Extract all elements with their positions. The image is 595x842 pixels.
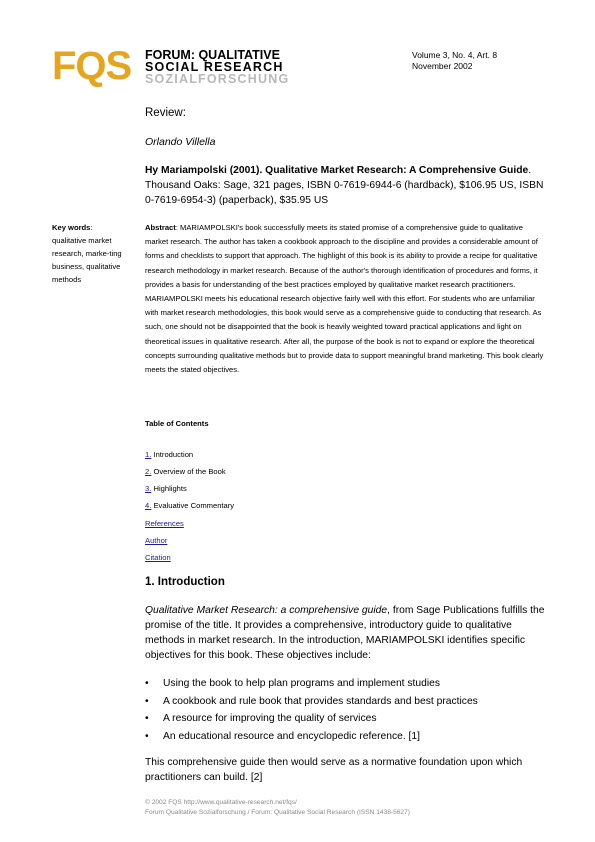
toc-item-number[interactable]: 1. [145,450,152,459]
section-heading: 1. Introduction [145,576,225,588]
toc-link-references[interactable] [145,518,184,529]
page-footer [145,798,410,818]
issue-info [412,50,497,72]
journal-title-line1: FORUM: QUALITATIVE [145,48,280,62]
toc-item-label: Highlights [153,484,187,493]
toc-link-author[interactable] [145,535,167,546]
abstract [145,221,545,377]
toc-item-introduction[interactable] [145,449,193,460]
book-reference-details: . Thousand Oaks: Sage, 321 pages, ISBN 0-7619-6944-6 (hardback), $106.95 US, ISBN 0-7619-6954-3) (paperback), $35.95 US [145,165,544,206]
abstract-label: Abstract [145,223,176,232]
bullet-icon: • [145,713,149,724]
intro-paragraph [145,603,545,663]
keywords-label: Key words [52,223,91,232]
toc-link-citation[interactable] [145,552,171,563]
list-item-text: Using the book to help plan programs and implement studies [163,678,441,689]
toc-item-commentary[interactable] [145,500,234,511]
toc-item-overview[interactable] [145,466,226,477]
abstract-text: : MARIAMPOLSKI's book successfully meets its stated promise of a comprehensive guide to qualitative market research. The author has taken a cookbook approach to the discipline and provides a considerable amount of forms and checklists to support that approach. The highlight of this book is its ability to provide a recipe for qualitative research methodology in market research. Because of the author's thorough identification of procedures and forms, it provides a basis for understanding of the best practices employed by qualitative market research practitioners. MARIAMPOLSKI meets his educational research objective fairly well with this effort. For students who are unfamiliar with market research methodologies, this book would serve as a comprehensive guide to conducting that research. As such, one should not be disappointed that the book is heavily weighted toward practical applications and light on theoretical issues in qualitative research. After all, the purpose of the book is not to expand or explore the theoretical concepts surrounding qualitative methods but to provide data to support meaningful brand marketing. This book clearly meets the stated objectives. [145,223,544,375]
toc-item-number[interactable]: 4. [145,501,152,510]
bullet-icon: • [145,731,149,742]
footer-journal: Forum Qualitative Sozialforschung / Forum: Qualitative Social Research (ISSN 1438-5627) [145,809,410,816]
toc-item-highlights[interactable] [145,483,187,494]
intro-paragraph-text: , from Sage Publications fulfills the promise of the title. It provides a comprehensive, introductory guide to qualitative methods in market research. In the introduction, MARIAMPOLSKI identifies specific objectives for this book. These objectives include: [145,605,545,661]
fqs-logo: FQS [52,44,132,88]
toc-item-number[interactable]: 2. [145,467,152,476]
bullet-icon: • [145,678,149,689]
keywords-block [52,221,142,286]
footer-copyright: © 2002 FQS http://www.qualitative-research.net/fqs/ [145,799,297,806]
journal-title-line3: SOZIALFORSCHUNG [145,72,290,86]
toc-item-label: Overview of the Book [153,467,226,476]
toc-item-number[interactable]: 3. [145,484,152,493]
volume-label: Volume 3, No. 4, Art. 8 [412,50,498,60]
book-reference-title: Hy Mariampolski (2001). Qualitative Market Research: A Comprehensive Guide [145,165,529,176]
bullet-icon: • [145,696,149,707]
journal-title-line2: SOCIAL RESEARCH [145,60,284,74]
book-title-italic: Qualitative Market Research: a comprehensive guide [145,605,388,616]
list-item-text: A resource for improving the quality of services [163,713,377,724]
toc-title: Table of Contents [145,419,209,428]
keywords-sep: : [90,223,93,232]
list-item-text: A cookbook and rule book that provides standards and best practices [163,696,478,707]
book-reference [145,163,545,208]
citation-link[interactable]: Citation [145,553,171,562]
references-link[interactable]: References [145,519,184,528]
toc-item-label: Evaluative Commentary [153,501,235,510]
article-author: Orlando Villella [145,136,216,148]
list-item-text: An educational resource and encyclopedic reference. [1] [163,731,421,742]
keywords-text: qualitative market research, marke-ting business, qualitative methods [52,236,122,284]
article-type: Review: [145,107,186,119]
toc-item-label: Introduction [153,450,194,459]
author-link[interactable]: Author [145,536,168,545]
closing-paragraph: This comprehensive guide then would serve as a normative foundation upon which practitioners can build. [2] [145,757,523,783]
issue-date: November 2002 [412,61,473,71]
